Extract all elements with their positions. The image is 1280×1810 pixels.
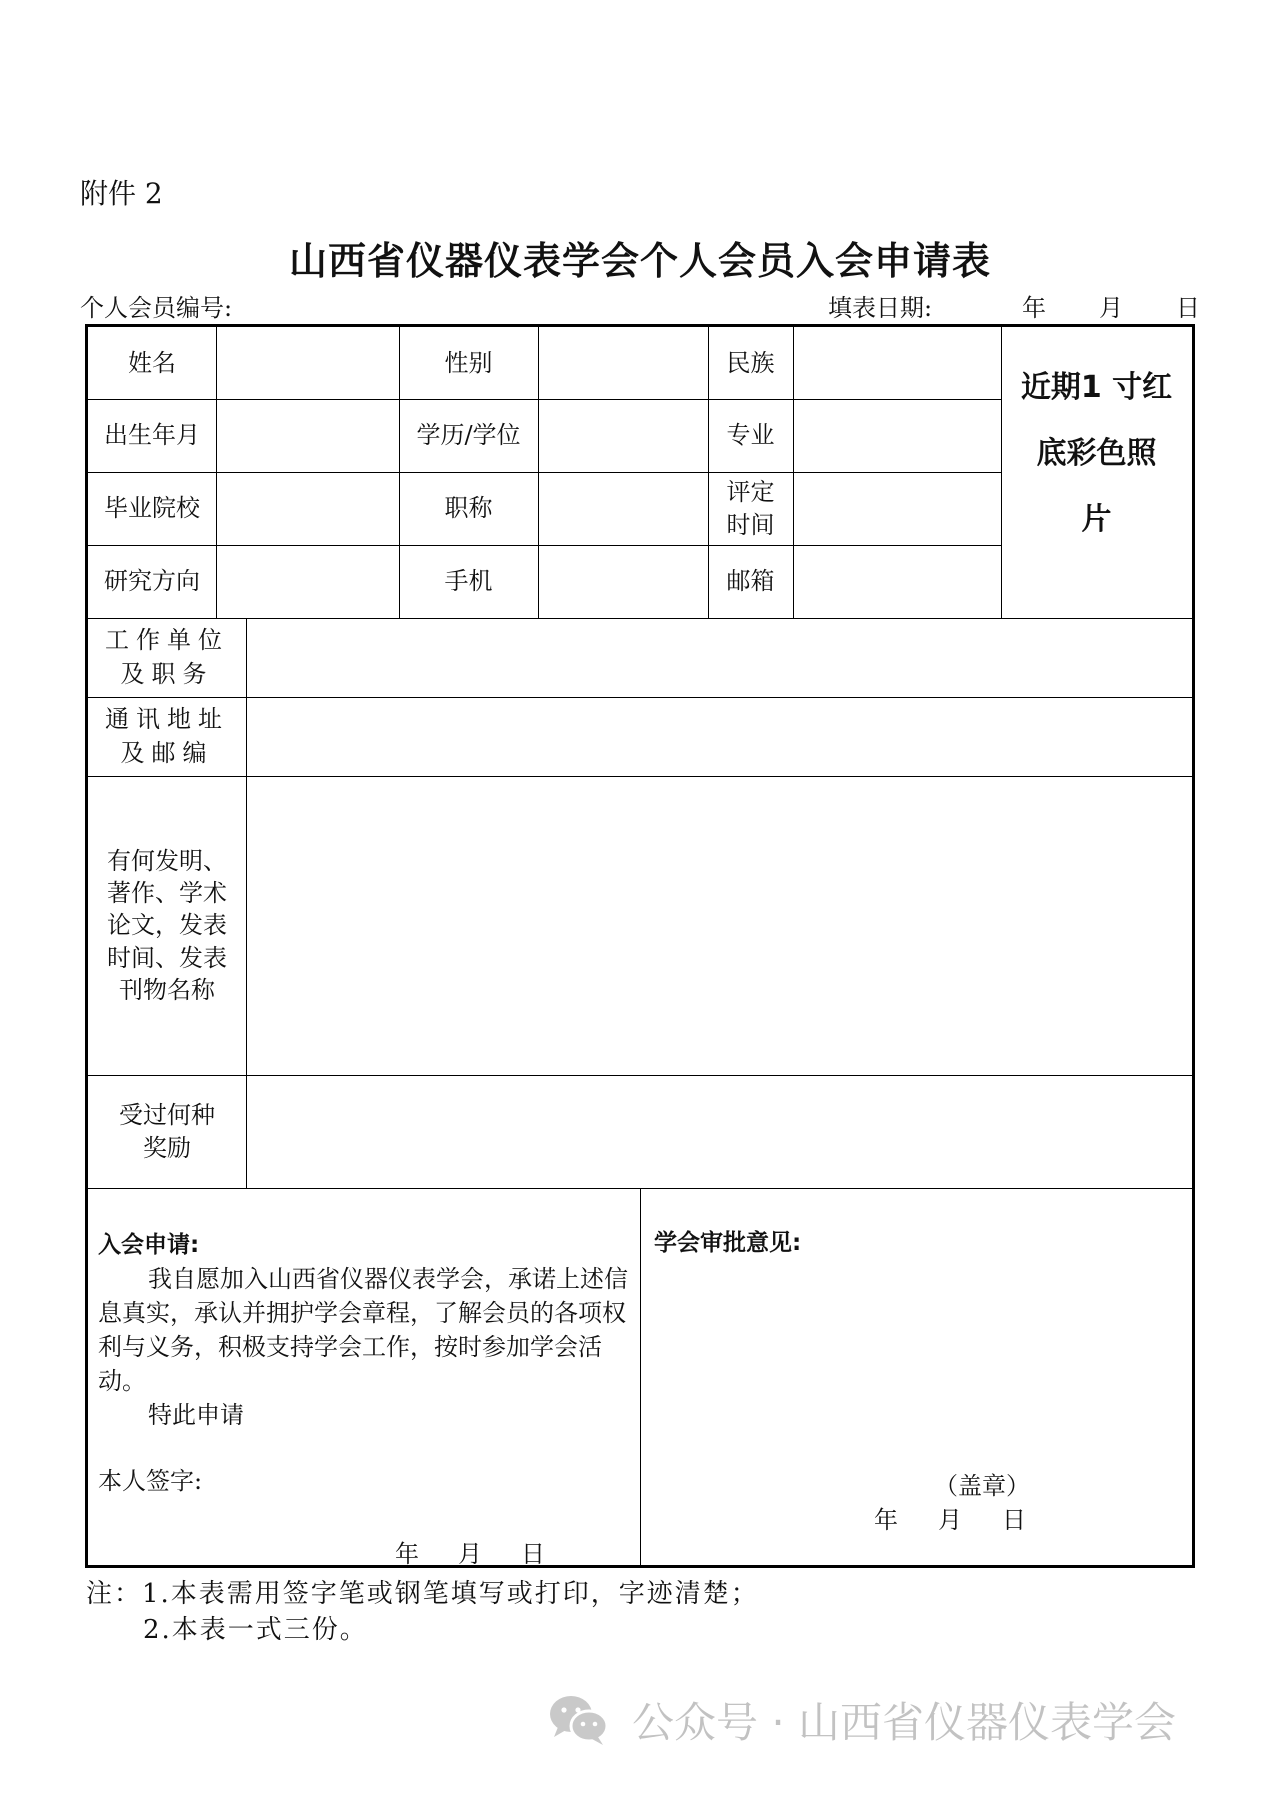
label-awards: [88, 1075, 246, 1188]
approval-heading: 学会审批意见:: [654, 1230, 802, 1256]
application-body: 我自愿加入山西省仪器仪表学会，承诺上述信息真实，承认并拥护学会章程，了解会员的各项权利与义务，积极支持学会工作，按时参加学会活动。: [98, 1265, 628, 1395]
label-gender: 性别: [444, 348, 493, 377]
watermark: [548, 1690, 1176, 1750]
rule-row6: [88, 776, 1192, 777]
photo-line1: 近期1 寸红: [1020, 370, 1173, 405]
app-date-month: 月: [458, 1540, 482, 1568]
watermark-text: 公众号 · 山西省仪器仪表学会: [632, 1698, 1177, 1747]
rule-row1: [88, 399, 1001, 400]
label-work-line1: 工作单位: [105, 625, 229, 654]
form-title: 山西省仪器仪表学会个人会员入会申请表: [288, 238, 991, 283]
label-eval-time: [708, 472, 793, 545]
col-rule-1: [216, 327, 217, 618]
application-heading: 入会申请:: [98, 1232, 200, 1258]
application-date: [395, 1534, 545, 1569]
label-eval-line2: 时间: [726, 510, 775, 539]
notes: [86, 1576, 759, 1648]
note-line1: 注：1.本表需用签字笔或钢笔填写或打印，字迹清楚；: [86, 1579, 759, 1609]
fill-date-year: 年: [1022, 294, 1046, 322]
label-addr-line2: 及邮编: [120, 738, 214, 767]
label-eval-line1: 评定: [726, 478, 775, 507]
rule-row5: [88, 697, 1192, 698]
rule-row2: [88, 472, 1001, 473]
label-birth: 出生年月: [104, 421, 200, 450]
member-number-label: 个人会员编号:: [80, 294, 233, 322]
label-inv-line1: 有何发明、: [107, 846, 227, 875]
label-title-rank: 职称: [444, 494, 493, 523]
label-inv-line5: 刊物名称: [119, 976, 215, 1005]
label-email: 邮箱: [726, 567, 775, 596]
label-ethnicity: 民族: [726, 348, 775, 377]
fill-date-label: 填表日期:: [828, 294, 933, 322]
fill-date-parts: [1022, 288, 1200, 323]
fill-date-month: 月: [1099, 294, 1123, 322]
note-line2: 2.本表一式三份。: [143, 1615, 368, 1645]
label-work-unit: [88, 618, 246, 697]
label-work-line2: 及职务: [120, 659, 214, 688]
label-award-line1: 受过何种: [119, 1101, 215, 1130]
label-research: 研究方向: [104, 567, 200, 596]
col-rule-3: [538, 327, 539, 618]
approval-date: [874, 1500, 1026, 1535]
approval-date-day: 日: [1002, 1506, 1026, 1534]
photo-line2: 底彩色照: [1036, 436, 1157, 471]
app-date-day: 日: [521, 1540, 545, 1568]
label-school: 毕业院校: [104, 494, 200, 523]
photo-line3: 片: [1081, 502, 1112, 537]
attachment-label: 附件 2: [80, 177, 163, 210]
rule-row4: [88, 618, 1192, 619]
seal-label: （盖章）: [934, 1472, 1030, 1500]
label-inv-line4: 时间、发表: [107, 943, 227, 972]
rule-row3: [88, 545, 1001, 546]
label-inventions: [88, 776, 246, 1075]
col-rule-label: [246, 618, 247, 1188]
col-rule-bottom: [640, 1188, 641, 1565]
label-name: 姓名: [128, 348, 176, 377]
application-section: [98, 1228, 633, 1498]
label-award-line2: 奖励: [143, 1133, 191, 1162]
label-major: 专业: [726, 421, 775, 450]
approval-date-year: 年: [874, 1506, 898, 1534]
label-addr-line1: 通讯地址: [105, 704, 229, 733]
fill-date-day: 日: [1176, 294, 1200, 322]
col-rule-5: [793, 327, 794, 618]
label-inv-line2: 著作、学术: [107, 878, 227, 907]
label-address: [88, 697, 246, 776]
signature-label: 本人签字:: [98, 1467, 203, 1495]
wechat-icon: [548, 1693, 610, 1747]
photo-box: [1001, 327, 1192, 618]
rule-row7: [88, 1075, 1192, 1076]
app-date-year: 年: [395, 1540, 419, 1568]
application-closing: 特此申请: [148, 1401, 244, 1429]
label-education: 学历/学位: [416, 421, 521, 450]
approval-date-month: 月: [938, 1506, 962, 1534]
label-phone: 手机: [444, 567, 493, 596]
label-inv-line3: 论文，发表: [107, 911, 227, 940]
